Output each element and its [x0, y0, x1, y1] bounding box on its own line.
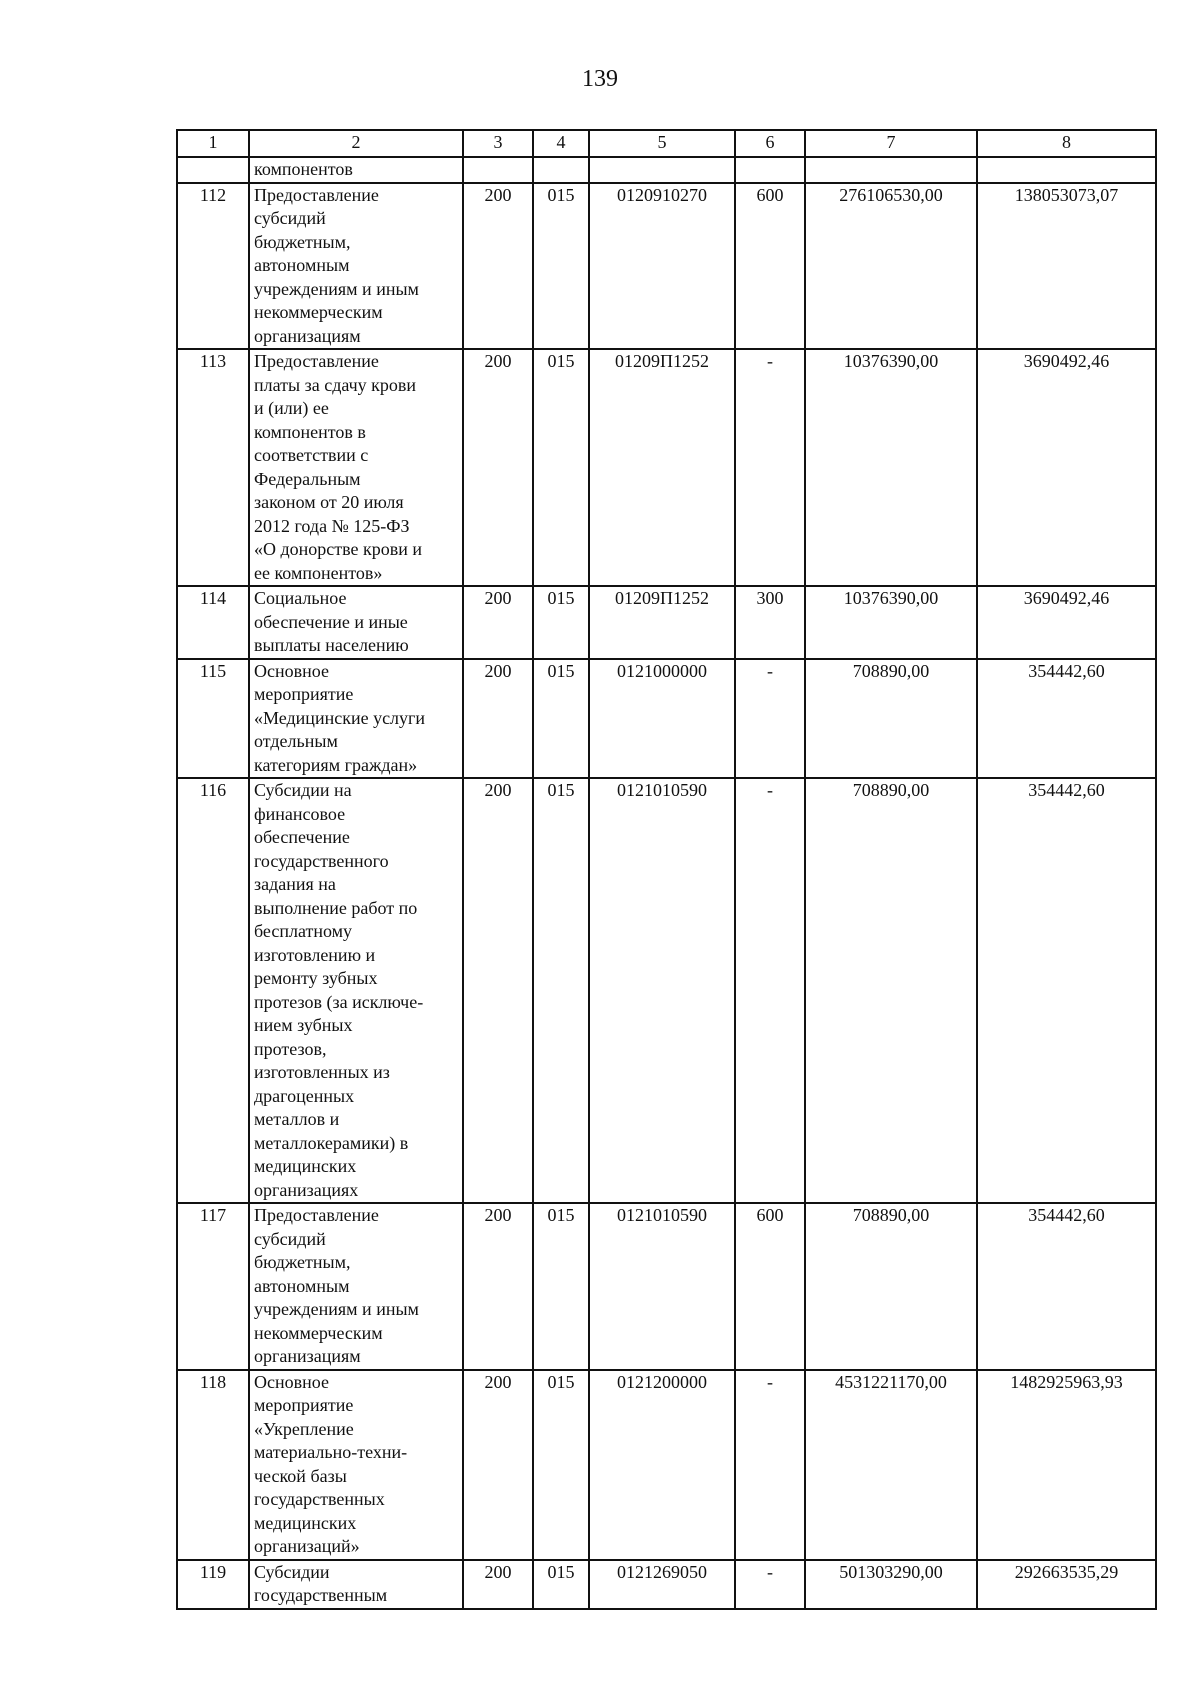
executed-amount-cell: 3690492,46: [977, 349, 1156, 586]
row-name-cell: [249, 659, 463, 779]
target-article-cell: 0121010590: [589, 1203, 735, 1370]
row-name-text: Субсидии на финансовое обеспечение государственного задания на выполнение работ по бесплатному изготовлению и ремонту зубных протезов (за исключе- нием зубных протезов, изготовленных из драгоценных металлов и металлокерамики) в медицинских организациях: [254, 780, 424, 1200]
row-name-text: Предоставление субсидий бюджетным, автономным учреждениям и иным некоммерческим организациям: [254, 1205, 419, 1366]
row-name-text: Субсидии государственным: [254, 1561, 388, 1605]
section-code-cell: 200: [463, 659, 533, 779]
approved-amount-cell: 10376390,00: [805, 349, 977, 586]
row-number-cell: 116: [177, 778, 249, 1203]
expense-type-cell: -: [735, 778, 805, 1203]
expense-type-cell: -: [735, 1370, 805, 1560]
section-code-cell: 200: [463, 1203, 533, 1370]
target-article-cell: 0121000000: [589, 659, 735, 779]
table-row: [177, 157, 1156, 183]
target-article-cell: 01209П1252: [589, 586, 735, 659]
row-name-cell: [249, 1560, 463, 1609]
table-header-row: [177, 130, 1156, 157]
approved-amount-cell: [805, 157, 977, 183]
executed-amount-cell: 354442,60: [977, 1203, 1156, 1370]
section-code-cell: 200: [463, 349, 533, 586]
department-code-cell: 015: [533, 1203, 589, 1370]
expense-type-cell: -: [735, 349, 805, 586]
header-cell: 7: [805, 130, 977, 157]
row-number-cell: 119: [177, 1560, 249, 1609]
row-number-cell: 114: [177, 586, 249, 659]
executed-amount-cell: 292663535,29: [977, 1560, 1156, 1609]
target-article-cell: [589, 157, 735, 183]
approved-amount-cell: 276106530,00: [805, 183, 977, 350]
executed-amount-cell: 3690492,46: [977, 586, 1156, 659]
expense-type-cell: -: [735, 1560, 805, 1609]
approved-amount-cell: 708890,00: [805, 778, 977, 1203]
target-article-cell: 0121010590: [589, 778, 735, 1203]
row-name-text: Основное мероприятие «Укрепление материально-техни- ческой базы государственных медицинских организаций»: [254, 1371, 408, 1556]
approved-amount-cell: 708890,00: [805, 659, 977, 779]
section-code-cell: 200: [463, 183, 533, 350]
target-article-cell: 01209П1252: [589, 349, 735, 586]
section-code-cell: [463, 157, 533, 183]
target-article-cell: 0120910270: [589, 183, 735, 350]
budget-table: [176, 129, 1157, 1610]
page-number: 139: [582, 66, 618, 92]
row-name-cell: [249, 778, 463, 1203]
row-number-cell: 115: [177, 659, 249, 779]
table-body: [177, 130, 1156, 1609]
executed-amount-cell: 138053073,07: [977, 183, 1156, 350]
section-code-cell: 200: [463, 778, 533, 1203]
approved-amount-cell: 708890,00: [805, 1203, 977, 1370]
row-number-cell: [177, 157, 249, 183]
table-row: [177, 1203, 1156, 1370]
row-number-cell: 113: [177, 349, 249, 586]
row-number-cell: 117: [177, 1203, 249, 1370]
row-name-cell: [249, 586, 463, 659]
row-name-cell: [249, 1203, 463, 1370]
table-row: [177, 349, 1156, 586]
section-code-cell: 200: [463, 1370, 533, 1560]
approved-amount-cell: 4531221170,00: [805, 1370, 977, 1560]
header-cell: 6: [735, 130, 805, 157]
table-row: [177, 1560, 1156, 1609]
department-code-cell: [533, 157, 589, 183]
expense-type-cell: 600: [735, 1203, 805, 1370]
table-row: [177, 1370, 1156, 1560]
table-row: [177, 778, 1156, 1203]
department-code-cell: 015: [533, 1560, 589, 1609]
executed-amount-cell: 354442,60: [977, 778, 1156, 1203]
expense-type-cell: 300: [735, 586, 805, 659]
row-number-cell: 112: [177, 183, 249, 350]
department-code-cell: 015: [533, 586, 589, 659]
target-article-cell: 0121269050: [589, 1560, 735, 1609]
table-row: [177, 586, 1156, 659]
department-code-cell: 015: [533, 659, 589, 779]
target-article-cell: 0121200000: [589, 1370, 735, 1560]
table-row: [177, 659, 1156, 779]
department-code-cell: 015: [533, 778, 589, 1203]
row-name-text: Предоставление субсидий бюджетным, автономным учреждениям и иным некоммерческим организациям: [254, 184, 419, 346]
executed-amount-cell: 1482925963,93: [977, 1370, 1156, 1560]
row-name-cell: [249, 183, 463, 350]
expense-type-cell: -: [735, 659, 805, 779]
expense-type-cell: 600: [735, 183, 805, 350]
header-cell: 5: [589, 130, 735, 157]
row-name-cell: [249, 157, 463, 183]
row-name-cell: [249, 1370, 463, 1560]
header-cell: 2: [249, 130, 463, 157]
row-name-text: Основное мероприятие «Медицинские услуги отдельным категориям граждан»: [254, 660, 426, 775]
department-code-cell: 015: [533, 183, 589, 350]
header-cell: 8: [977, 130, 1156, 157]
row-name-cell: [249, 349, 463, 586]
section-code-cell: 200: [463, 586, 533, 659]
header-cell: 4: [533, 130, 589, 157]
executed-amount-cell: 354442,60: [977, 659, 1156, 779]
table-row: [177, 183, 1156, 350]
row-number-cell: 118: [177, 1370, 249, 1560]
department-code-cell: 015: [533, 1370, 589, 1560]
row-name-text: компонентов: [254, 159, 353, 179]
row-name-text: Предоставление платы за сдачу крови и (или) ее компонентов в соответствии с Федеральным законом от 20 июля 2012 года № 125-ФЗ «О донорстве крови и ее компонентов»: [254, 351, 423, 583]
section-code-cell: 200: [463, 1560, 533, 1609]
header-cell: 1: [177, 130, 249, 157]
header-cell: 3: [463, 130, 533, 157]
approved-amount-cell: 501303290,00: [805, 1560, 977, 1609]
expense-type-cell: [735, 157, 805, 183]
department-code-cell: 015: [533, 349, 589, 586]
row-name-text: Социальное обеспечение и иные выплаты населению: [254, 588, 409, 655]
approved-amount-cell: 10376390,00: [805, 586, 977, 659]
executed-amount-cell: [977, 157, 1156, 183]
